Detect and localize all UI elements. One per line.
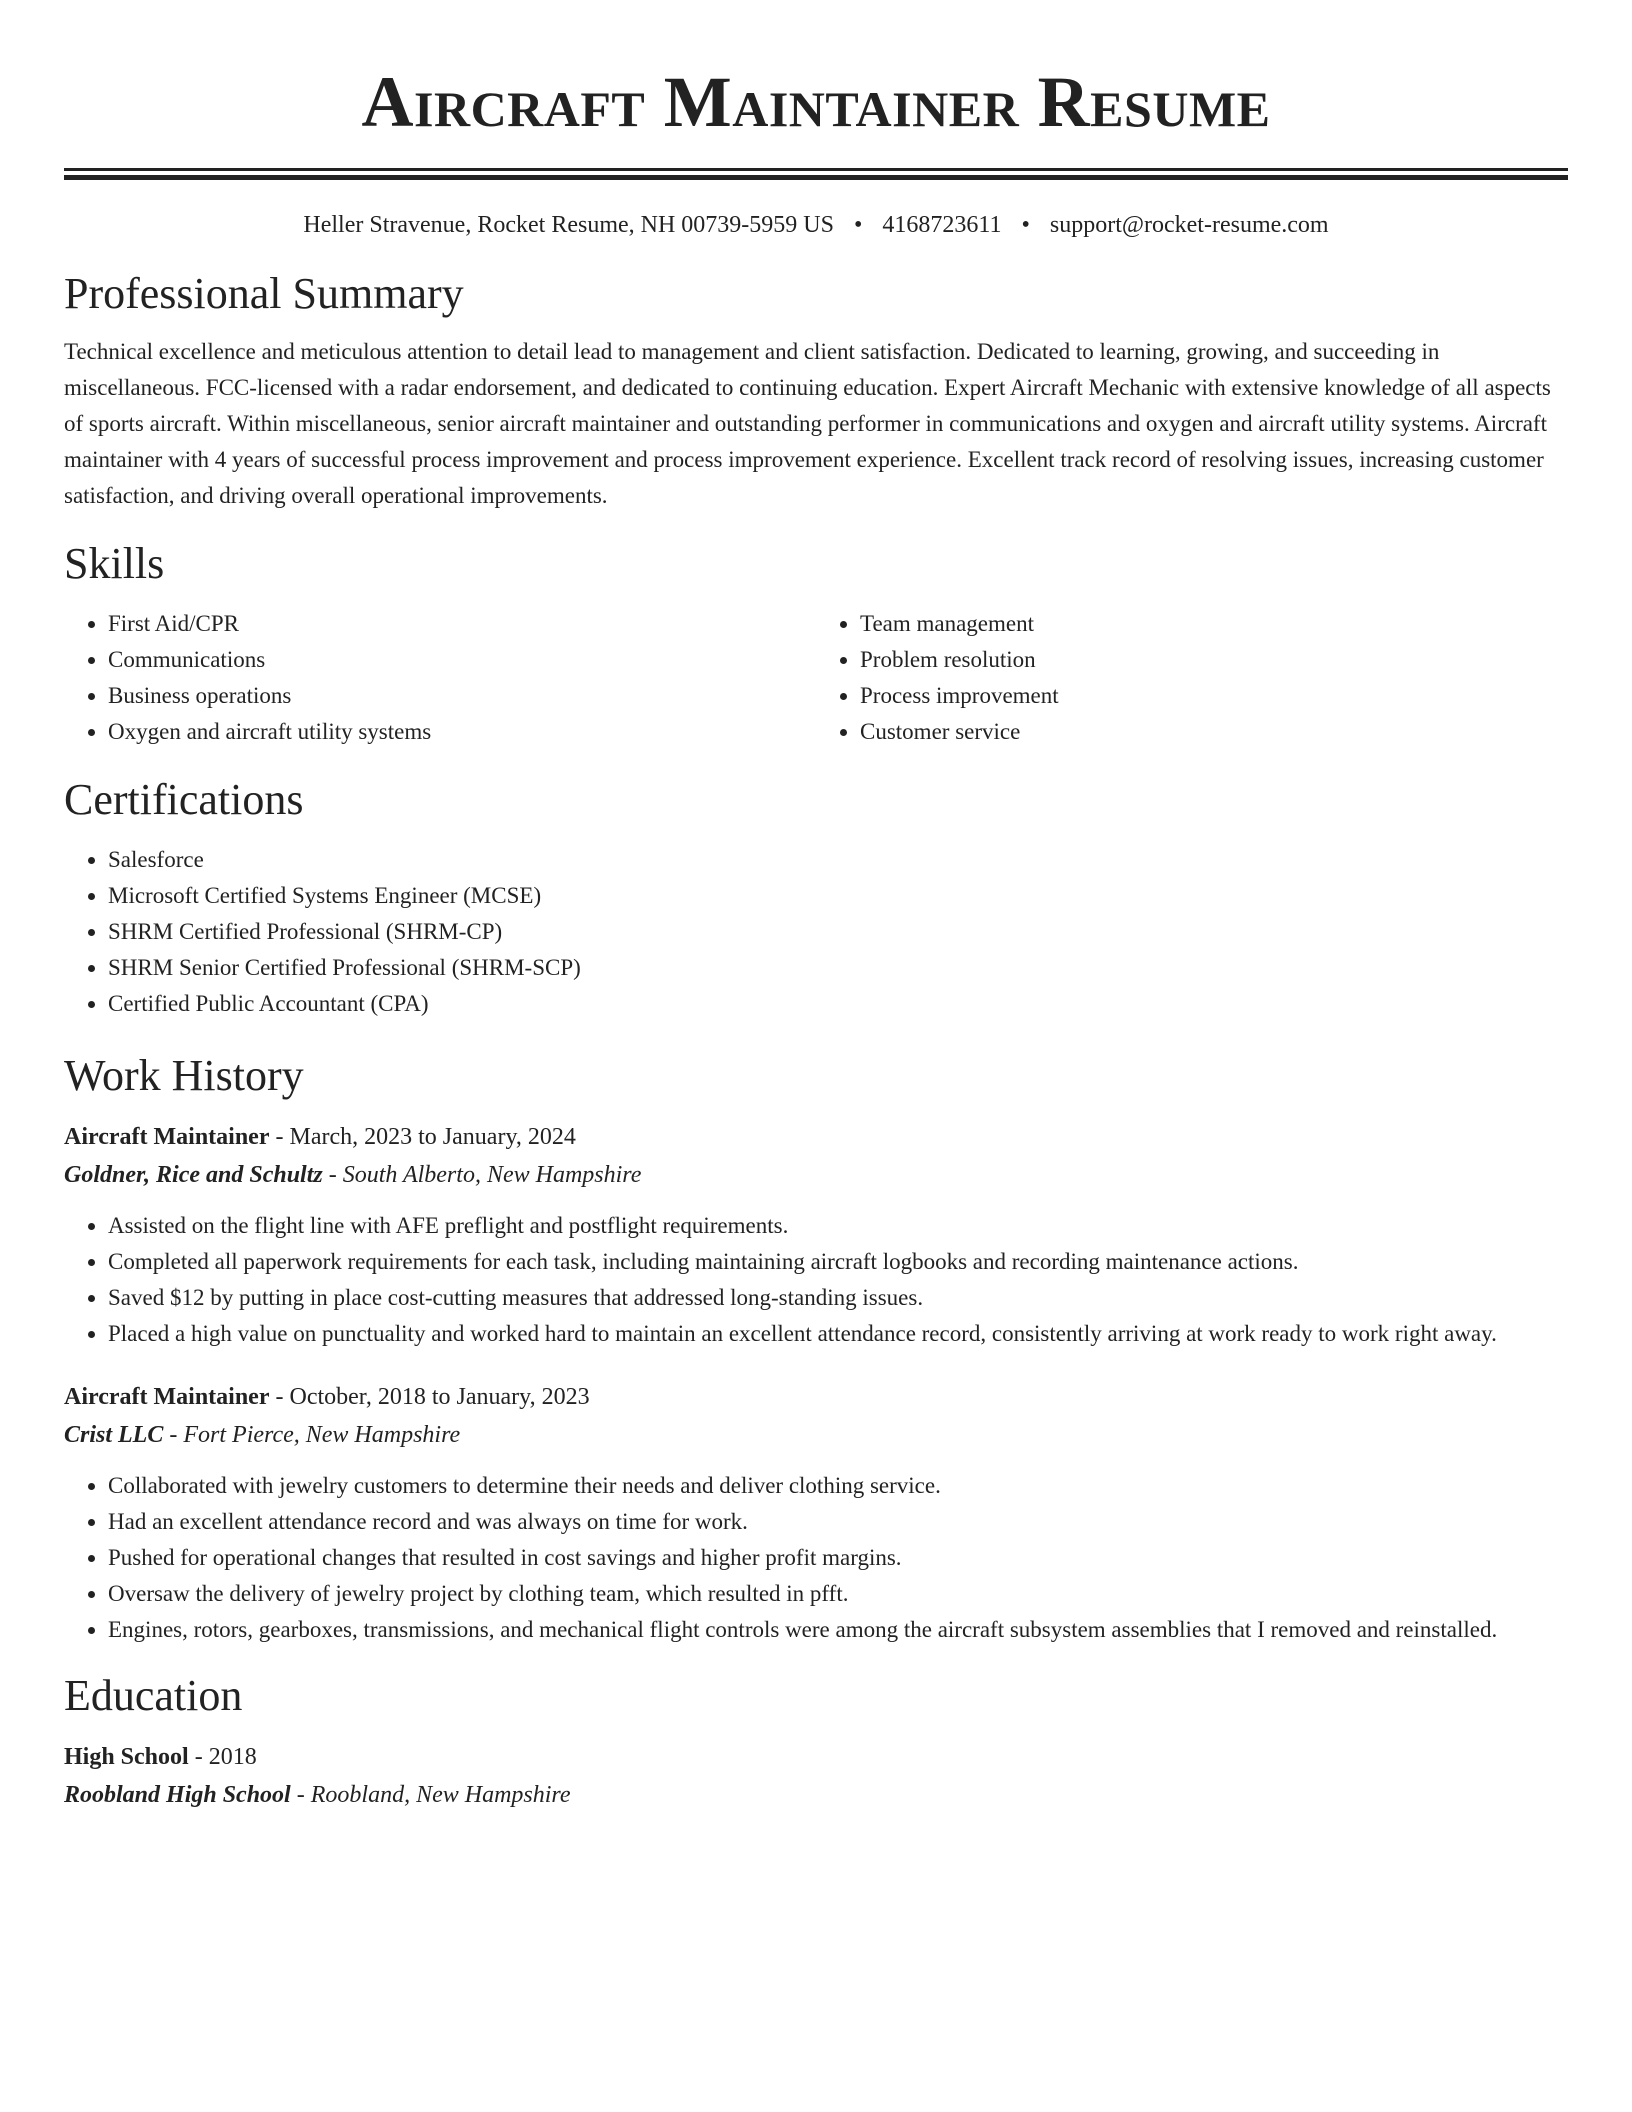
certification-item: • Certified Public Accountant (CPA) — [108, 986, 1568, 1022]
job-location: South Alberto, New Hampshire — [342, 1162, 642, 1188]
job-title: Aircraft Maintainer — [64, 1384, 270, 1410]
certification-item: • Microsoft Certified Systems Engineer (MCSE) — [108, 878, 1568, 914]
contact-address: Heller Stravenue, Rocket Resume, NH 00739-5959 US — [303, 212, 834, 238]
job-duty: • Oversaw the delivery of jewelry project by clothing team, which resulted in pfft. — [108, 1576, 1568, 1612]
contact-phone: 4168723611 — [882, 212, 1002, 238]
job-duty: • Assisted on the flight line with AFE preflight and postflight requirements. — [108, 1208, 1568, 1244]
summary-heading: Professional Summary — [64, 269, 464, 318]
job-dates: March, 2023 to January, 2024 — [289, 1124, 576, 1150]
job-entry — [64, 1378, 1568, 1648]
skills-grid — [64, 606, 1568, 750]
certifications-heading: Certifications — [64, 775, 304, 824]
job-title-line — [64, 1378, 1568, 1416]
skill-item: • Team management — [860, 606, 1568, 642]
job-entry — [64, 1118, 1568, 1352]
job-duty: • Collaborated with jewelry customers to determine their needs and deliver clothing service. — [108, 1468, 1568, 1504]
dash: - — [163, 1422, 184, 1448]
job-company-line — [64, 1156, 1568, 1194]
dash: - — [290, 1782, 311, 1808]
contact-email: support@rocket-resume.com — [1049, 212, 1329, 238]
skill-item: • Communications — [108, 642, 816, 678]
skill-item: • First Aid/CPR — [108, 606, 816, 642]
skill-item: • Process improvement — [860, 678, 1568, 714]
dash: - — [188, 1744, 209, 1770]
dash: - — [269, 1124, 290, 1150]
certification-item: • Salesforce — [108, 842, 1568, 878]
job-duty: • Placed a high value on punctuality and worked hard to maintain an excellent attendance record, consistently arriving at work ready to work right away. — [108, 1316, 1568, 1352]
contact-separator: • — [1021, 212, 1030, 238]
contact-line — [64, 208, 1568, 242]
skill-item: • Business operations — [108, 678, 816, 714]
job-duty: • Completed all paperwork requirements for each task, including maintaining aircraft logbooks and recording maintenance actions. — [108, 1244, 1568, 1280]
job-duty: • Pushed for operational changes that resulted in cost savings and higher profit margins. — [108, 1540, 1568, 1576]
summary-text: Technical excellence and meticulous attention to detail lead to management and client satisfaction. Dedicated to learning, growing, and succeeding in miscellaneous. FCC-licensed with a radar endorsement, and dedicated to continuing education. Expert Aircraft Mechanic with extensive knowledge of all aspects of sports aircraft. Within miscellaneous, senior aircraft maintainer and outstanding performer in communications and oxygen and aircraft utility systems. Aircraft maintainer with 4 years of successful process improvement and process improvement experience. Excellent track record of resolving issues, increasing customer satisfaction, and driving overall operational improvements. — [64, 339, 1551, 508]
job-company: Crist LLC — [64, 1422, 164, 1448]
title-double-rule — [64, 168, 1568, 180]
education-school-line — [64, 1776, 1568, 1814]
skills-heading: Skills — [64, 539, 165, 588]
job-duties-list — [64, 1468, 1568, 1648]
skill-item: • Customer service — [860, 714, 1568, 750]
job-location: Fort Pierce, New Hampshire — [183, 1422, 461, 1448]
skills-column-left — [64, 606, 816, 750]
education-school: Roobland High School — [64, 1782, 291, 1808]
skill-item: • Problem resolution — [860, 642, 1568, 678]
job-duties-list — [64, 1208, 1568, 1352]
job-duty: • Saved $12 by putting in place cost-cutting measures that addressed long-standing issues. — [108, 1280, 1568, 1316]
job-duty: • Had an excellent attendance record and was always on time for work. — [108, 1504, 1568, 1540]
education-heading: Education — [64, 1671, 243, 1720]
job-title-line — [64, 1118, 1568, 1156]
job-company-line — [64, 1416, 1568, 1454]
resume-title: Aircraft Maintainer Resume — [361, 62, 1271, 142]
education-location: Roobland, New Hampshire — [310, 1782, 571, 1808]
education-degree-line — [64, 1738, 1568, 1776]
certification-item: • SHRM Certified Professional (SHRM-CP) — [108, 914, 1568, 950]
education-year: 2018 — [208, 1744, 257, 1770]
certification-item: • SHRM Senior Certified Professional (SHRM-SCP) — [108, 950, 1568, 986]
contact-separator: • — [853, 212, 863, 238]
job-dates: October, 2018 to January, 2023 — [289, 1384, 590, 1410]
dash: - — [269, 1384, 290, 1410]
education-degree: High School — [64, 1744, 189, 1770]
skill-item: • Oxygen and aircraft utility systems — [108, 714, 816, 750]
certifications-list — [64, 842, 1568, 1022]
dash: - — [322, 1162, 343, 1188]
job-title: Aircraft Maintainer — [64, 1124, 270, 1150]
skills-column-right — [816, 606, 1568, 750]
work-history-heading: Work History — [64, 1051, 304, 1100]
job-company: Goldner, Rice and Schultz — [64, 1162, 323, 1188]
job-duty: • Engines, rotors, gearboxes, transmissions, and mechanical flight controls were among the aircraft subsystem assemblies that I removed and reinstalled. — [108, 1612, 1568, 1648]
